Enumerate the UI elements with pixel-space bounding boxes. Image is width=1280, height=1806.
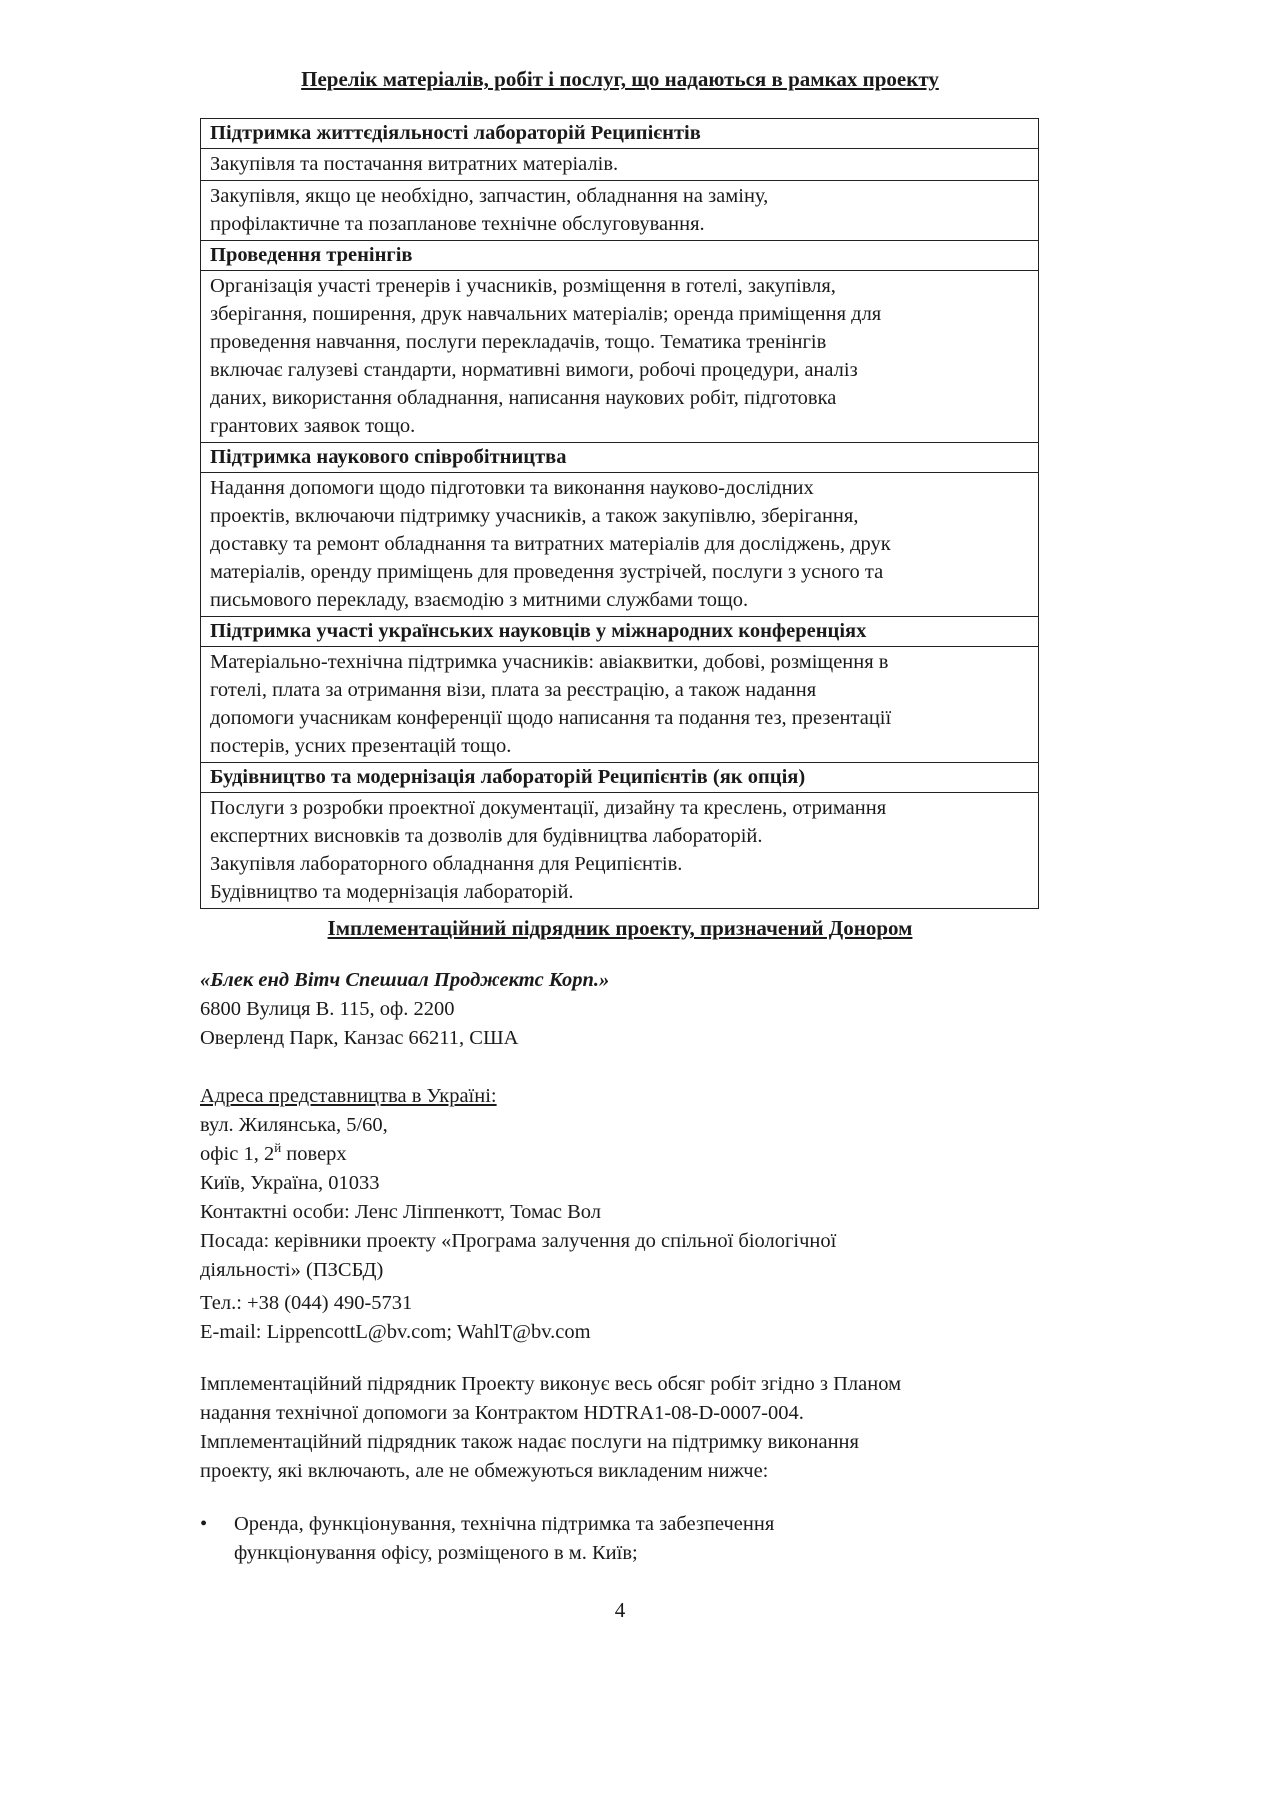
item-line: експертних висновків та дозволів для будівництва лабораторій. — [210, 825, 763, 847]
office-contacts: Контактні особи: Ленс Ліппенкотт, Томас Вол — [200, 1201, 602, 1223]
item-line: Послуги з розробки проектної документації, дизайну та креслень, отримання — [210, 797, 887, 819]
office-floor-prefix: офіс 1, 2 — [200, 1143, 275, 1165]
item-line: Закупівля та постачання витратних матеріалів. — [210, 153, 619, 175]
office-floor — [200, 1140, 1040, 1169]
item-line: допомоги учасникам конференції щодо написання та подання тез, презентації — [210, 707, 892, 729]
bullet-line: функціонування офісу, розміщеного в м. Київ; — [234, 1542, 638, 1564]
section-item — [201, 792, 1038, 908]
item-line: Матеріально-технічна підтримка учасників: авіаквитки, добові, розміщення в — [210, 651, 889, 673]
paragraph-line: Імплементаційний підрядник Проекту виконує весь обсяг робіт згідно з Планом — [200, 1373, 902, 1395]
item-line: профілактичне та позапланове технічне обслуговування. — [210, 213, 705, 235]
section-title: Будівництво та модернізація лабораторій Реципієнтів (як опція) — [201, 762, 1038, 792]
section-title: Проведення тренінгів — [201, 240, 1038, 270]
page-number: 4 — [614, 1598, 626, 1622]
office-floor-sup: й — [274, 1140, 282, 1156]
section-item — [201, 180, 1038, 240]
company-block — [200, 966, 1040, 1053]
item-line: готелі, плата за отримання візи, плата за реєстрацію, а також надання — [210, 679, 817, 701]
contractor-heading: Імплементаційний підрядник проекту, призначений Донором — [327, 916, 913, 940]
office-street: вул. Жилянська, 5/60, — [200, 1114, 388, 1136]
office-floor-suffix: поверх — [281, 1143, 347, 1165]
section-title: Підтримка участі українських науковців у міжнародних конференціях — [201, 616, 1038, 646]
item-line: включає галузеві стандарти, нормативні вимоги, робочі процедури, аналіз — [210, 359, 858, 381]
item-line: письмового перекладу, взаємодію з митними службами тощо. — [210, 589, 749, 611]
section-item — [201, 148, 1038, 180]
bullet-item — [200, 1510, 1040, 1570]
item-line: зберігання, поширення, друк навчальних матеріалів; оренда приміщення для — [210, 303, 882, 325]
contractor-paragraph — [200, 1370, 1040, 1486]
section-item — [201, 270, 1038, 442]
bullet-line: Оренда, функціонування, технічна підтримка та забезпечення — [234, 1513, 775, 1535]
section-title: Підтримка життєдіяльності лабораторій Реципієнтів — [210, 122, 701, 144]
section-title: Підтримка наукового співробітництва — [201, 442, 1038, 472]
office-email: E-mail: LippencottL@bv.com; WahlT@bv.com — [200, 1321, 591, 1343]
office-position-cont: діяльності» (ПЗСБД) — [200, 1259, 384, 1281]
company-address-line: Оверленд Парк, Канзас 66211, США — [200, 1027, 519, 1049]
item-line: постерів, усних презентацій тощо. — [210, 735, 512, 757]
company-name: «Блек енд Вітч Спешиал Проджектс Корп.» — [200, 969, 610, 991]
item-line: Надання допомоги щодо підготовки та виконання науково-дослідних — [210, 477, 814, 499]
item-line: проведення навчання, послуги перекладачів, тощо. Тематика тренінгів — [210, 331, 827, 353]
office-phone: Тел.: +38 (044) 490-5731 — [200, 1292, 413, 1314]
bullet-icon: • — [200, 1513, 208, 1535]
item-line: грантових заявок тощо. — [210, 415, 416, 437]
section-item — [201, 646, 1038, 762]
item-line: проектів, включаючи підтримку учасників, а також закупівлю, зберігання, — [210, 505, 859, 527]
office-label: Адреса представництва в Україні: — [200, 1085, 497, 1107]
bullet-text — [234, 1510, 1034, 1568]
company-address-line: 6800 Вулиця В. 115, оф. 2200 — [200, 998, 455, 1020]
office-position: Посада: керівники проекту «Програма залучення до спільної біологічної — [200, 1230, 837, 1252]
materials-table — [200, 118, 1039, 909]
item-line: доставку та ремонт обладнання та витратних матеріалів для досліджень, друк — [210, 533, 891, 555]
item-line: даних, використання обладнання, написання наукових робіт, підготовка — [210, 387, 837, 409]
item-line: матеріалів, оренду приміщень для проведення зустрічей, послуги з усного та — [210, 561, 884, 583]
office-city: Київ, Україна, 01033 — [200, 1172, 380, 1194]
item-line: Будівництво та модернізація лабораторій. — [210, 881, 574, 903]
paragraph-line: проекту, які включають, але не обмежуються викладеним нижче: — [200, 1460, 769, 1482]
item-line: Закупівля, якщо це необхідно, запчастин, обладнання на заміну, — [210, 185, 769, 207]
item-line: Організація участі тренерів і учасників, розміщення в готелі, закупівля, — [210, 275, 836, 297]
paragraph-line: надання технічної допомоги за Контрактом HDTRA1-08-D-0007-004. — [200, 1402, 804, 1424]
item-line: Закупівля лабораторного обладнання для Реципієнтів. — [210, 853, 683, 875]
paragraph-line: Імплементаційний підрядник також надає послуги на підтримку виконання — [200, 1431, 859, 1453]
materials-heading: Перелік матеріалів, робіт і послуг, що надаються в рамках проекту — [301, 67, 939, 91]
ukraine-office-block — [200, 1082, 1040, 1347]
section-item — [201, 472, 1038, 616]
